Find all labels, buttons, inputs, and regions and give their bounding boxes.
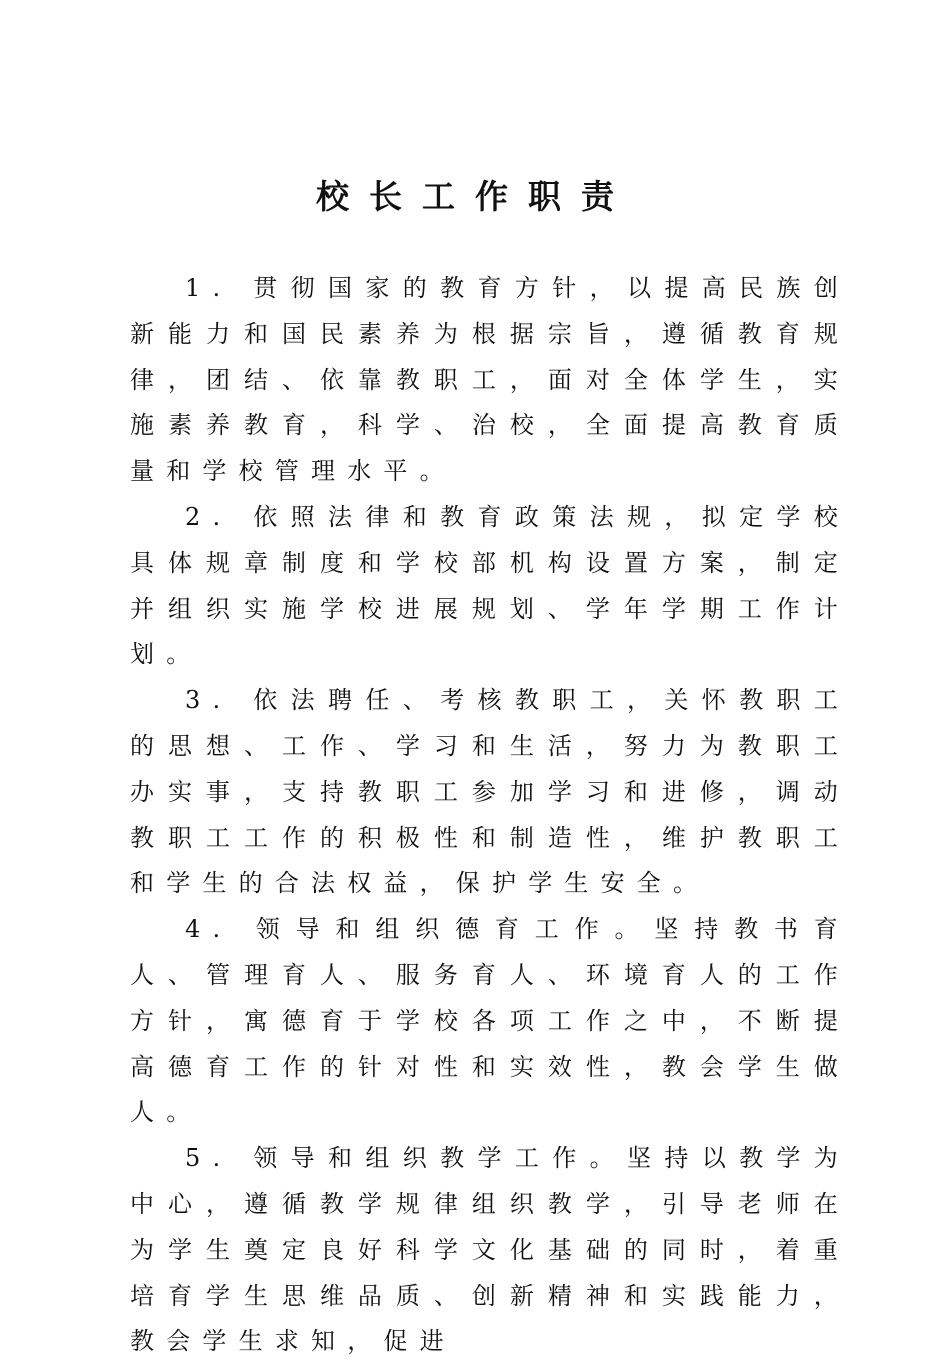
paragraph-1: 1. 贯彻国家的教育方针，以提高民族创新能力和国民素养为根据宗旨，遵循教育规律，团结、依靠教职工，面对全体学生，实施素养教育，科学、治校，全面提高教育质量和学校管理水平。 <box>130 274 850 486</box>
paragraph-3: 3. 依法聘任、考核教职工，关怀教职工的思想、工作、学习和生活，努力为教职工办实事，支持教职工参加学习和进修，调动教职工工作的积极性和制造性，维护教职工和学生的合法权益，保护学生安全。 <box>130 686 850 898</box>
paragraph-5: 5. 领导和组织教学工作。坚持以教学为中心，遵循教学规律组织教学，引导老师在为学生奠定良好科学文化基础的同时，着重培育学生思维品质、创新精神和实践能力，教会学生求知，促进 <box>130 1144 850 1356</box>
document-body <box>130 266 850 1365</box>
paragraph-4: 4. 领导和组织德育工作。坚持教书育人、管理育人、服务育人、环境育人的工作方针，寓德育于学校各项工作之中，不断提高德育工作的针对性和实效性，教会学生做人。 <box>130 915 850 1127</box>
document-title: 校长工作职责 <box>316 177 634 216</box>
paragraph-2: 2. 依照法律和教育政策法规，拟定学校具体规章制度和学校部机构设置方案，制定并组织实施学校进展规划、学年学期工作计划。 <box>130 502 850 669</box>
